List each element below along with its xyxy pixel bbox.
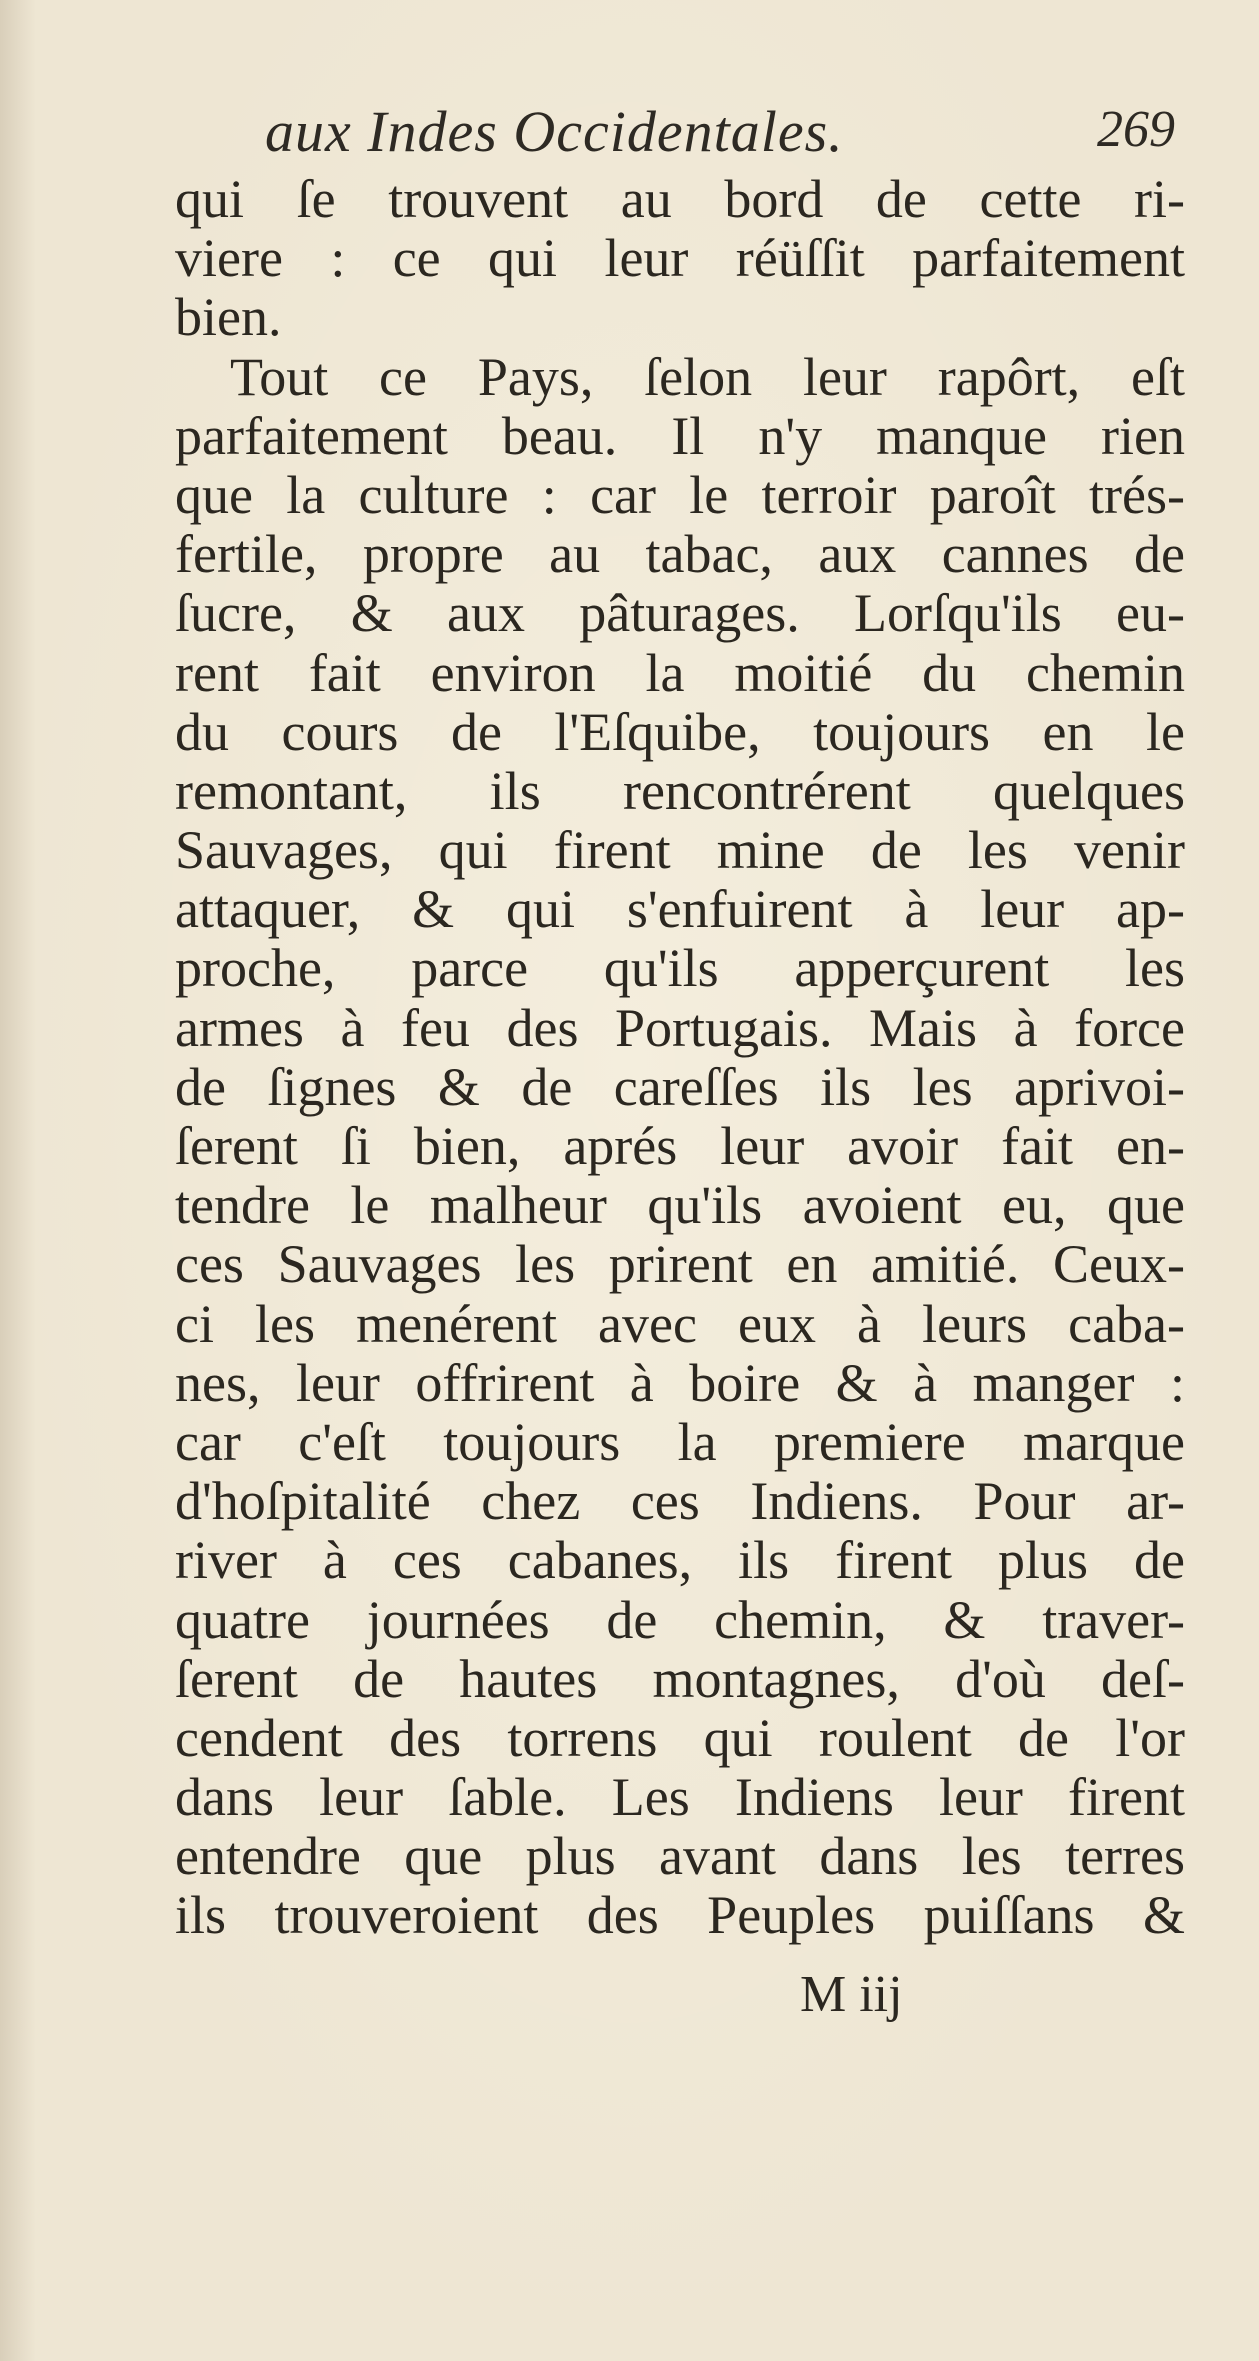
text-line: bien. [175, 287, 282, 348]
text-line: Sauvages, qui firent mine de les venir [175, 820, 1185, 881]
page-header [175, 98, 1185, 178]
signature-mark: M iij [800, 1966, 903, 2023]
text-line: que la culture : car le terroir paroît trés- [175, 464, 1185, 525]
text-line: quatre journées de chemin, & traver- [175, 1589, 1185, 1650]
text-line: ces Sauvages les prirent en amitié. Ceux- [175, 1234, 1185, 1295]
text-line: nes, leur offrirent à boire & à manger : [175, 1352, 1185, 1413]
text-line: qui ſe trouvent au bord de cette ri- [175, 169, 1185, 229]
body-text [175, 170, 1185, 1946]
text-line: rent fait environ la moitié du chemin [175, 642, 1185, 703]
text-line: attaquer, & qui s'enfuirent à leur ap- [175, 879, 1185, 940]
text-line: cendent des torrens qui roulent de l'or [175, 1707, 1185, 1768]
text-line: ils trouveroient des Peuples puiſſans & [175, 1885, 1185, 1946]
text-line: ſucre, & aux pâturages. Lorſqu'ils eu- [175, 583, 1185, 644]
text-line: tendre le malheur qu'ils avoient eu, que [175, 1175, 1185, 1236]
text-line: fertile, propre au tabac, aux cannes de [175, 524, 1185, 585]
text-line: proche, parce qu'ils apperçurent les [175, 938, 1185, 999]
running-title: aux Indes Occidentales. [265, 99, 844, 164]
page-number: 269 [1097, 101, 1175, 158]
text-line: d'hoſpitalité chez ces Indiens. Pour ar- [175, 1471, 1185, 1532]
text-line: ci les menérent avec eux à leurs caba- [175, 1293, 1185, 1354]
text-line: dans leur ſable. Les Indiens leur firent [175, 1767, 1185, 1828]
text-line: viere : ce qui leur réüſſit parfaitement [175, 228, 1185, 289]
text-line: car c'eſt toujours la premiere marque [175, 1411, 1185, 1472]
text-line: parfaitement beau. Il n'y manque rien [175, 405, 1185, 466]
text-line: ſerent de hautes montagnes, d'où deſ- [175, 1648, 1185, 1709]
text-line: de ſignes & de careſſes ils les aprivoi- [175, 1056, 1185, 1117]
text-line: remontant, ils rencontrérent quelques [175, 760, 1185, 821]
text-line: river à ces cabanes, ils firent plus de [175, 1530, 1185, 1591]
text-line: entendre que plus avant dans les terres [175, 1826, 1185, 1887]
text-line: armes à feu des Portugais. Mais à force [175, 997, 1185, 1058]
text-line: du cours de l'Eſquibe, toujours en le [175, 701, 1185, 762]
text-line: ſerent ſi bien, aprés leur avoir fait en- [175, 1116, 1185, 1176]
text-line: Tout ce Pays, ſelon leur rapôrt, eſt [230, 346, 1185, 407]
